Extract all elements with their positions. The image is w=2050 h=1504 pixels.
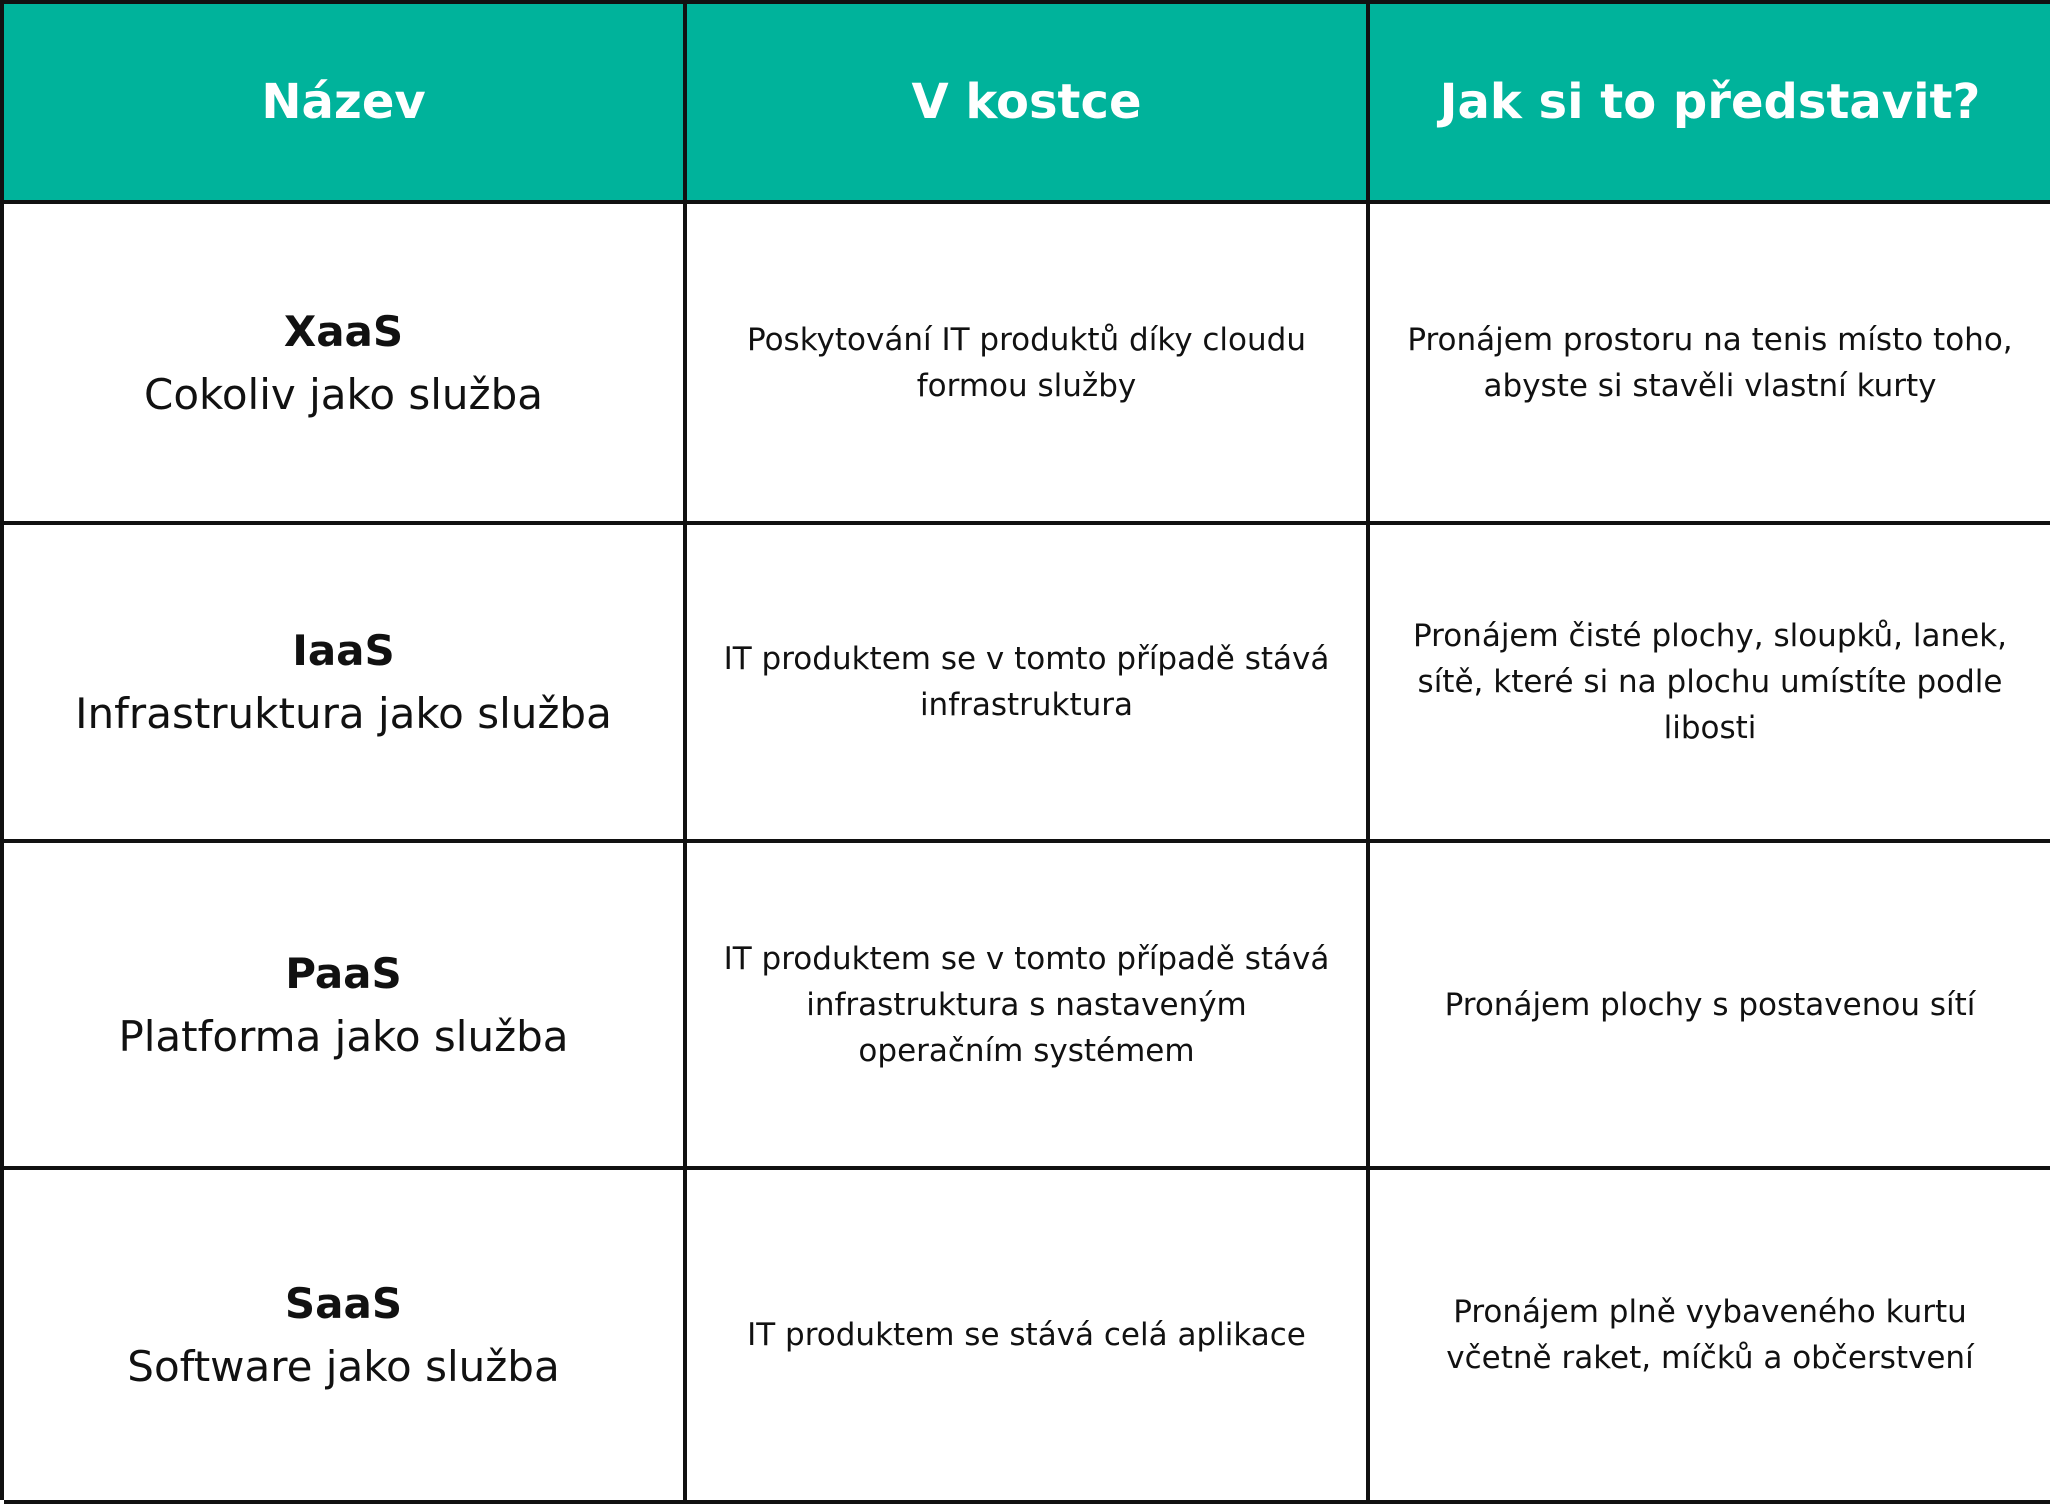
service-abbreviation: PaaS [285,948,402,998]
row-iaas-analogy-cell [1370,525,2050,843]
row-paas-analogy-cell [1370,843,2050,1170]
service-full-name: Cokoliv jako služba [144,369,543,419]
service-summary: IT produktem se v tomto případě stává infrastruktura [723,641,1330,723]
service-abbreviation: XaaS [283,306,404,356]
service-summary: Poskytování IT produktů díky cloudu formou služby [747,321,1306,404]
service-name [118,942,568,1068]
row-xaas-name-cell [4,204,687,525]
service-analogy: Pronájem plochy s postavenou sítí [1444,986,1976,1023]
row-paas-summary-cell [687,843,1370,1170]
service-analogy: Pronájem prostoru na tenis místo toho, abyste si stavěli vlastní kurty [1407,321,2013,404]
service-abbreviation: IaaS [292,626,395,675]
service-full-name: Infrastruktura jako služba [75,689,612,738]
service-summary: IT produktem se stává celá aplikace [747,1317,1306,1353]
column-header-name: Název [4,4,687,204]
row-paas-name-cell [4,843,687,1170]
service-abbreviation: SaaS [284,1279,403,1328]
row-saas-summary-cell [687,1170,1370,1504]
row-iaas-summary-cell [687,525,1370,843]
service-analogy: Pronájem čisté plochy, sloupků, lanek, sítě, které si na plochu umístíte podle libosti [1413,618,2007,746]
service-name [144,300,543,426]
row-saas-analogy-cell [1370,1170,2050,1504]
service-analogy: Pronájem plně vybaveného kurtu včetně raket, míčků a občerstvení [1446,1294,1974,1376]
row-xaas-analogy-cell [1370,204,2050,525]
column-header-summary: V kostce [687,4,1370,204]
service-name [75,619,612,745]
row-saas-name-cell [4,1170,687,1504]
row-iaas-name-cell [4,525,687,843]
row-xaas-summary-cell [687,204,1370,525]
service-full-name: Platforma jako služba [118,1011,569,1061]
column-header-analogy: Jak si to představit? [1370,4,2050,204]
service-name [127,1272,559,1398]
service-summary: IT produktem se v tomto případě stává infrastruktura s nastaveným operačním systémem [723,940,1330,1069]
service-full-name: Software jako služba [127,1342,560,1391]
